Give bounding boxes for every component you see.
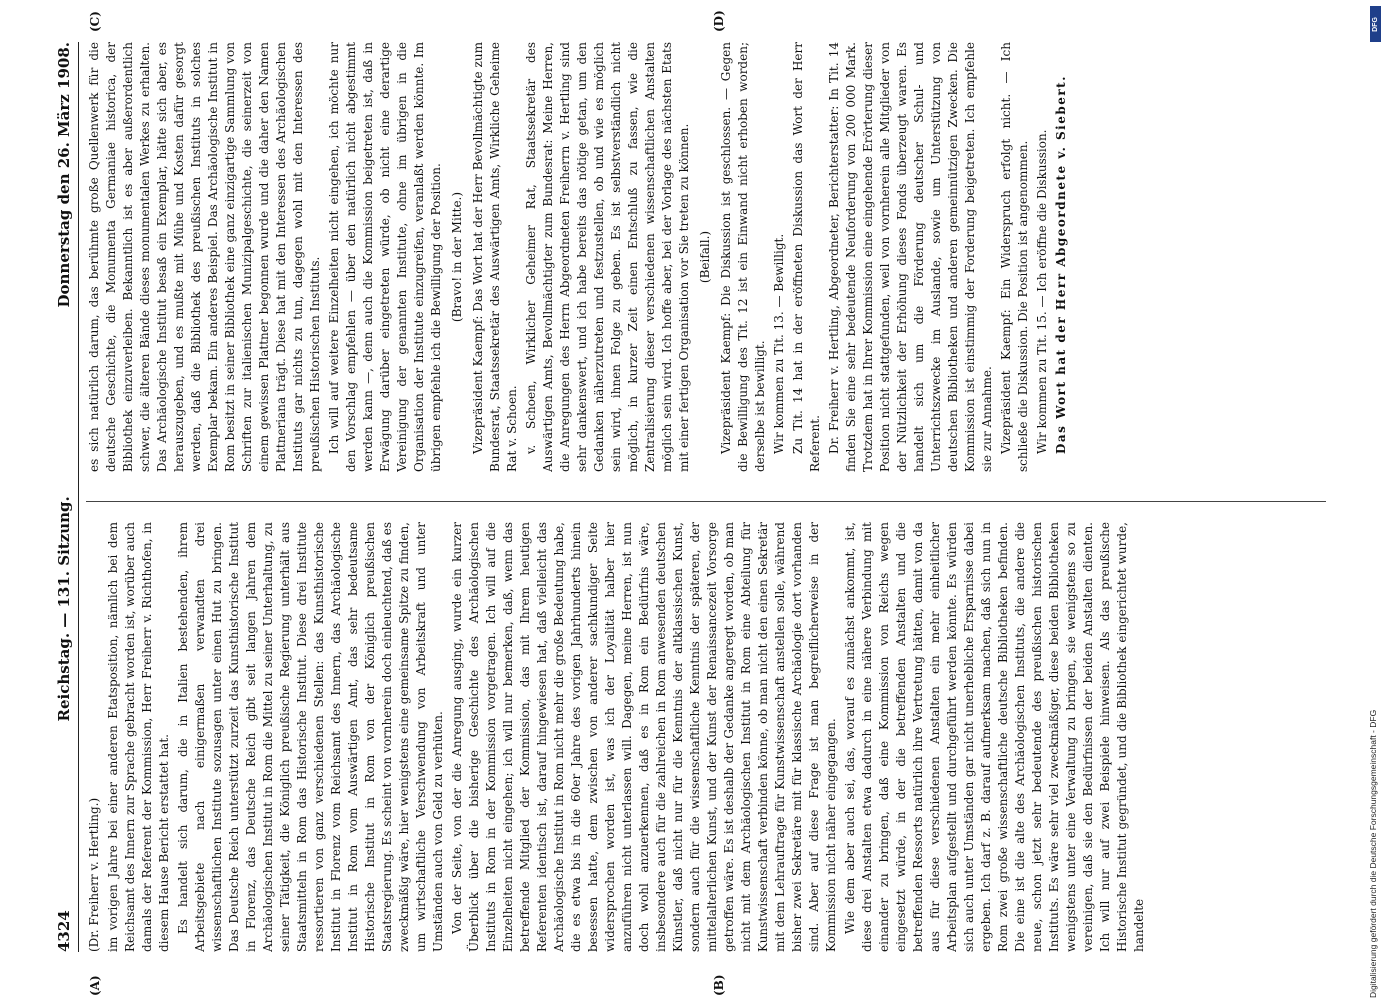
vice-president-statement: Vizepräsident Kaempf: Das Wort hat der Herr Bevollmächtigte zum Bundesrat, Staatssekretär des Auswärtigen Amts, Wirkliche Geheime Rat v. Schoen. <box>471 42 519 472</box>
speaker-head: (Dr. Freiherr v. Hertling.) <box>87 797 101 952</box>
page-number: 4324 <box>55 910 73 952</box>
left-column <box>86 522 1336 952</box>
dfg-logo: DFG <box>1370 6 1381 42</box>
page-header <box>52 42 76 952</box>
paragraph: im vorigen Jahre bei einer anderen Etatsposition, nämlich bei dem Reichsamt des Innern zur Sprache gebracht worden ist, worüber auch damals der Referent der Kommission, Herr Freiherr v. Richthofen, in diesem Hause Bericht erstattet hat. <box>106 522 171 952</box>
vice-president-statement: Vizepräsident Kaempf: Die Diskussion ist geschlossen. — Gegen die Bewilligung des Tit. 12 ist ein Einwand nicht erhoben worden; derselbe ist bewilligt. <box>719 42 767 472</box>
paragraph: Wie dem aber auch sei, das, worauf es zunächst ankommt, ist, diese drei Anstalten etwa dadurch in eine nähere Verbindung mit einander zu bringen, daß eine Kommission von Reichs wegen eingesetzt würde, in der die betreffenden Anstalten und die betreffenden Ressorts natürlich ihre Vertretung hätten, damit von da aus für diese verschiedenen Anstalten ein mehr einheitlicher Arbeitsplan aufgestellt und durchgeführt werden könnte. Es würden sich auch unter Umständen gar nicht unerhebliche Ersparnisse dabei ergeben. Ich darf z. B. darauf aufmerksam machen, daß sich nun in Rom zwei große wissenschaftliche deutsche Bibliotheken befinden. Die eine ist die alte des Archäologischen Instituts, die andere die neue, schon jetzt sehr bedeutende des preußischen historischen Instituts. Es wäre sehr viel zweckmäßiger, diese beiden Bibliotheken wenigstens unter eine Verwaltung zu bringen, sie wenigstens so zu vereinigen, daß sie den Bedürfnissen der beiden Anstalten dienten. Ich will nur auf zwei Beispiele hinweisen. Als das preußische Historische Institut gegründet, und die Bibliothek eingerichtet wurde, handelte <box>843 522 1146 952</box>
paragraph: Ich will auf weitere Einzelheiten nicht eingehen, ich möchte nur den Vorschlag empfehlen — über den natürlich nicht abgestimmt werden kann —, denn auch die Kommission beigetreten ist, daß in Erwägung darüber eingetreten würde, ob nicht eine derartige Vereinigung der genannten Institute, ohne im übrigen in die Organisation der Institute einzugreifen, veranlaßt werden könnte. Im übrigen empfehle ich die Bewilligung der Position. <box>327 42 443 472</box>
paragraph: Von der Seite, von der die Anregung ausging, wurde ein kurzer Überblick über die bisherige Geschichte des Archäologischen Instituts in Rom in der Kommission vorgetragen. Ich will auf die Einzelheiten nicht eingehen; ich will nur bemerken, daß, wenn das betreffende Mitglied der Kommission, das mit Ihrem heutigen Referenten identisch ist, darauf hingewiesen hat, daß vielleicht das Archäologische Institut in Rom nicht mehr die große Bedeutung habe, die es etwa bis in die 60er Jahre des vorigen Jahrhunderts hinein besessen hatte, dem zwischen von anderer sachkundiger Seite widersprochen worden ist, was ich der Loyalität halber hier anzuführen nicht unterlassen will. Dagegen, meine Herren, ist nun doch wohl anzuerkennen, daß es in Rom ein Bedürfnis wäre, insbesondere auch für die zahlreichen in Rom anwesenden deutschen Künstler, daß nicht nur für die Kenntnis der altklassischen Kunst, sondern auch für die wissenschaftliche Kenntnis der späteren, der mittelalterlichen Kunst, und der Kunst der Renaissancezeit Vorsorge getroffen wäre. Es ist deshalb der Gedanke angeregt worden, ob man nicht mit dem Archäologischen Institut in Rom eine Abteilung für Kunstwissenschaft verbinden könne, ob man nicht den einen Sekretär mit dem Lehrauftrage für Kunstwissenschaft anstellen solle, während bisher zwei Sekretäre mit für klassische Archäologie dort vorhanden sind. Aber auf diese Frage ist man begreiflicherweise in der Kommission nicht näher eingegangen. <box>450 522 838 952</box>
speech-schoen: v. Schoen, Wirklicher Geheimer Rat, Staatssekretär des Auswärtigen Amts, Bevollmächtigter zum Bundesrat: Meine Herren, die Anregungen des Herrn Abgeordneten Freiherrn v. Hertling sind sehr dankenswert, und ich habe bereits das nötige getan, um den Gedanken näherzutreten und festzustellen, ob und wie es möglich sein wird, ihnen Folge zu geben. Es ist selbstverständlich nicht möglich, in kurzer Zeit einen Entschluß zu fassen, wie die Zentralisierung dieser verschiedenen wissenschaftlichen Anstalten möglich sein wird. Ich hoffe aber, bei der Vorlage des nächsten Etats mit einer fertigen Organisation vor Sie treten zu können. <box>524 42 691 472</box>
session-date: Donnerstag den 26. März 1908. <box>55 42 73 308</box>
digitization-credit: Digitalisierung gefördert durch die Deutsche Forschungsgemeinschaft - DFG <box>1368 709 1378 998</box>
agenda-item: Wir kommen zu Tit. 15. — Ich eröffne die Diskussion. <box>1035 129 1049 454</box>
margin-marker-d: (D) <box>712 10 726 32</box>
right-column <box>86 42 1336 472</box>
paragraph: Es handelt sich darum, die in Italien bestehenden, ihrem Arbeitsgebiete nach einigermaßen verwandten drei wissenschaftlichen Institute sozusagen unter einen Hut zu bringen. Das Deutsche Reich unterstützt zurzeit das Kunsthistorische Institut in Florenz, das Deutsche Reich gibt seit langen Jahren dem Archäologischen Institut in Rom die Mittel zu seiner Unterhaltung, zu seiner Tätigkeit, die Königlich preußische Regierung unterhält aus Staatsmitteln in Rom das Historische Institut. Diese drei Institute ressortieren von ganz verschiedenen Stellen: das Kunsthistorische Institut in Florenz vom Reichsamt des Innern, das Archäologische Institut in Rom vom Auswärtigen Amt, das sehr bedeutsame Historische Institut in Rom von der Königlich preußischen Staatsregierung. Es scheint von vornherein doch einleuchtend, daß es zweckmäßig wäre, hier wenigstens eine gemeinsame Spitze zu finden, um wirtschaftliche Verschwendung von Arbeitskraft und unter Umständen auch von Geld zu verhüten. <box>176 522 445 952</box>
speech-hertling: Dr. Freiherr v. Hertling, Abgeordneter, Berichterstatter: In Tit. 14 finden Sie eine sehr bedeutende Neuforderung von 200 000 Mark. Trotzdem hat in Ihrer Kommission eine eingehende Erörterung dieser Position nicht stattgefunden, weil von vornherein alle Mitglieder von der Nützlichkeit der Erhöhung dieses Fonds überzeugt waren. Es handelt sich um die Förderung deutscher Schul- und Unterrichtszwecke im Auslande, sowie um Unterstützung von deutschen Bibliotheken und anderen gemeinnützigen Zwecken. Die Kommission ist einstimmig der Forderung beigetreten. Ich empfehle sie zur Annahme. <box>827 42 994 472</box>
margin-marker-c: (C) <box>88 11 102 32</box>
column-divider <box>86 501 1326 502</box>
paragraph: es sich natürlich darum, das berühmte große Quellenwerk für die deutsche Geschichte, die Monumenta Germaniae historica, der Bibliothek einzuverleiben. Bekanntlich ist es aber außerordentlich schwer, die älteren Bände dieses monumentalen Werkes zu erhalten. Das Archäologische Institut besaß ein Exemplar, hätte sich aber, es herauszugeben, und es mußte mit Mühe und Kosten dafür gesorgt werden, daß die Bibliothek des preußischen Instituts in solches Exemplar bekam. Ein anderes Beispiel. Das Archäologische Institut in Rom besitzt in seiner Bibliothek eine ganz einzigartige Sammlung von Schriften zur italienischen Munizipalgeschichte, die seinerzeit von einem gewissen Plattner begonnen wurde und die daher den Namen Plattneriana trägt. Diese hat mit den Interessen des Archäologischen Instituts gar nichts zu tun, dagegen wohl mit den Interessen des preußischen Historischen Instituts. <box>87 42 322 472</box>
agenda-item: Zu Tit. 14 hat in der eröffneten Diskussion das Wort der Herr Referent. <box>791 42 822 472</box>
margin-marker-b: (B) <box>712 974 726 996</box>
applause-note: (Beifall.) <box>698 230 712 284</box>
applause-note: (Bravo! in der Mitte.) <box>450 191 464 323</box>
margin-marker-a: (A) <box>88 975 102 996</box>
agenda-item: Wir kommen zu Tit. 13. — Bewilligt. <box>772 233 786 454</box>
vice-president-statement: Vizepräsident Kaempf: Ein Widerspruch erfolgt nicht. — Ich schließe die Diskussion. Die Position ist angenommen. <box>999 42 1030 472</box>
header-rule <box>78 42 79 952</box>
closing-line: Das Wort hat der Herr Abgeordnete v. Siebert. <box>1054 75 1068 454</box>
session-title: Reichstag. — 131. Sitzung. <box>55 496 73 722</box>
